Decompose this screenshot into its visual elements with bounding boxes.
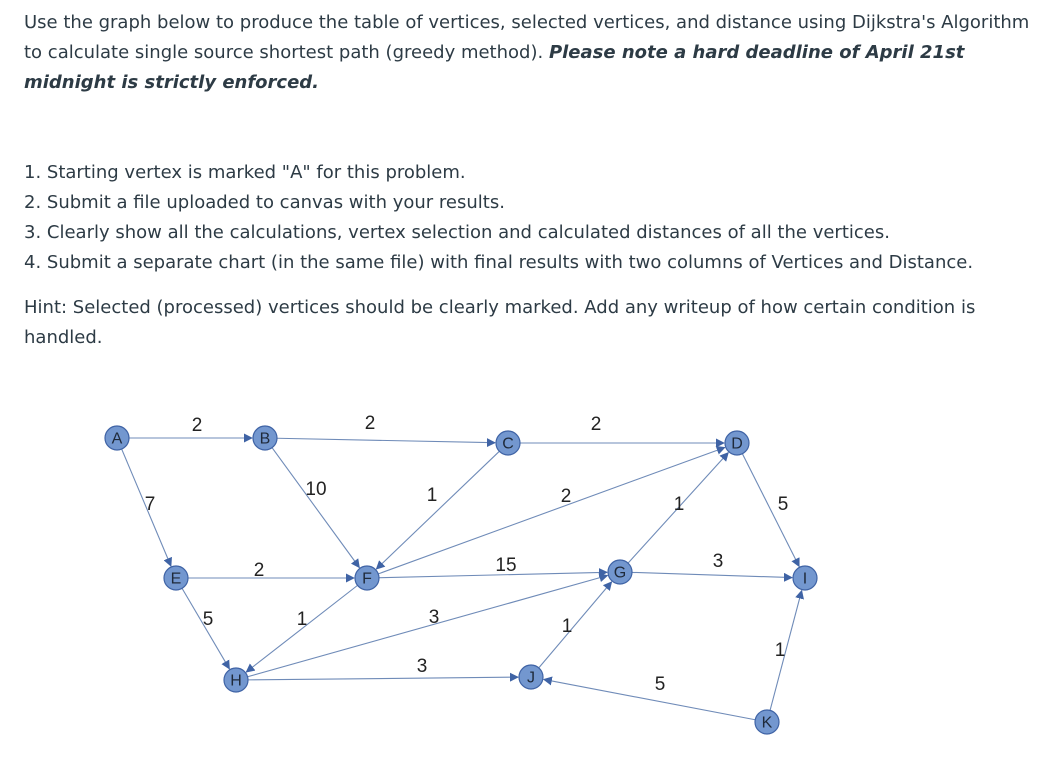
vertex-a bbox=[105, 426, 129, 450]
vertex-d bbox=[725, 431, 749, 455]
instruction-item: 4. Submit a separate chart (in the same file) with final results with two columns of Vertices and Distance. bbox=[24, 252, 974, 273]
intro-paragraph bbox=[24, 8, 1034, 98]
edge-weight-k-i: 1 bbox=[774, 640, 786, 661]
vertex-b bbox=[253, 426, 277, 450]
vertex-label: K bbox=[761, 714, 773, 732]
edge-weight-k-j: 5 bbox=[654, 674, 666, 695]
vertex-label: H bbox=[230, 672, 242, 690]
edge-c-f bbox=[376, 451, 499, 569]
vertex-f bbox=[355, 566, 379, 590]
instruction-item: 1. Starting vertex is marked "A" for this problem. bbox=[24, 162, 466, 183]
edge-weight-f-h: 1 bbox=[296, 609, 308, 630]
vertex-label: C bbox=[502, 435, 514, 453]
edge-f-g bbox=[379, 572, 607, 577]
edge-weight-b-c: 2 bbox=[364, 413, 376, 434]
instruction-list bbox=[24, 158, 973, 278]
vertex-label: E bbox=[170, 570, 182, 588]
edge-weight-a-b: 2 bbox=[191, 415, 203, 436]
vertex-label: G bbox=[613, 564, 627, 582]
edge-weight-c-f: 1 bbox=[426, 485, 438, 506]
edge-weight-a-e: 7 bbox=[144, 494, 156, 515]
edge-weight-e-f: 2 bbox=[253, 560, 265, 581]
hint-text: Hint: Selected (processed) vertices should be clearly marked. Add any writeup of how certain condition is handled. bbox=[24, 297, 976, 348]
edge-b-c bbox=[277, 438, 495, 442]
edge-weight-b-f: 10 bbox=[305, 479, 327, 500]
edge-d-i bbox=[742, 454, 799, 567]
vertex-label: A bbox=[111, 430, 123, 448]
vertex-label: I bbox=[802, 570, 808, 588]
vertex-label: J bbox=[527, 669, 535, 687]
edge-weight-g-d: 1 bbox=[673, 494, 685, 515]
intro-text: Use the graph below to produce the table of vertices, selected vertices, and distance using Dijkstra's Algorithm to calculate single source shortest path (greedy method). bbox=[24, 12, 1030, 63]
vertex-i bbox=[793, 566, 817, 590]
weight-layer bbox=[145, 413, 789, 695]
edge-weight-f-g: 15 bbox=[495, 555, 517, 576]
edge-g-i bbox=[632, 572, 792, 577]
edge-b-f bbox=[272, 448, 359, 568]
edge-weight-j-g: 1 bbox=[561, 616, 573, 637]
vertex-k bbox=[755, 710, 779, 734]
edge-weight-f-d: 2 bbox=[560, 486, 572, 507]
vertex-h bbox=[224, 668, 248, 692]
vertex-label: D bbox=[731, 435, 743, 453]
edge-weight-d-i: 5 bbox=[777, 494, 789, 515]
edge-weight-h-j: 3 bbox=[416, 656, 428, 677]
vertex-label: F bbox=[362, 570, 372, 588]
vertex-g bbox=[608, 560, 632, 584]
vertex-j bbox=[519, 665, 543, 689]
edge-h-j bbox=[248, 677, 518, 680]
edge-j-g bbox=[539, 582, 612, 668]
deadline-notice: Please note a hard deadline of April 21st midnight is strictly enforced. bbox=[24, 42, 965, 93]
dijkstra-graph bbox=[0, 380, 1051, 774]
edge-k-j bbox=[544, 679, 755, 719]
instruction-item: 3. Clearly show all the calculations, vertex selection and calculated distances of all the vertices. bbox=[24, 222, 890, 243]
edge-weight-c-d: 2 bbox=[590, 414, 602, 435]
instruction-item: 2. Submit a file uploaded to canvas with your results. bbox=[24, 192, 505, 213]
edge-weight-g-i: 3 bbox=[712, 551, 724, 572]
edge-weight-h-g: 3 bbox=[428, 607, 440, 628]
vertex-label: B bbox=[259, 430, 271, 448]
edge-weight-e-h: 5 bbox=[202, 609, 214, 630]
vertex-e bbox=[164, 566, 188, 590]
vertex-c bbox=[496, 431, 520, 455]
